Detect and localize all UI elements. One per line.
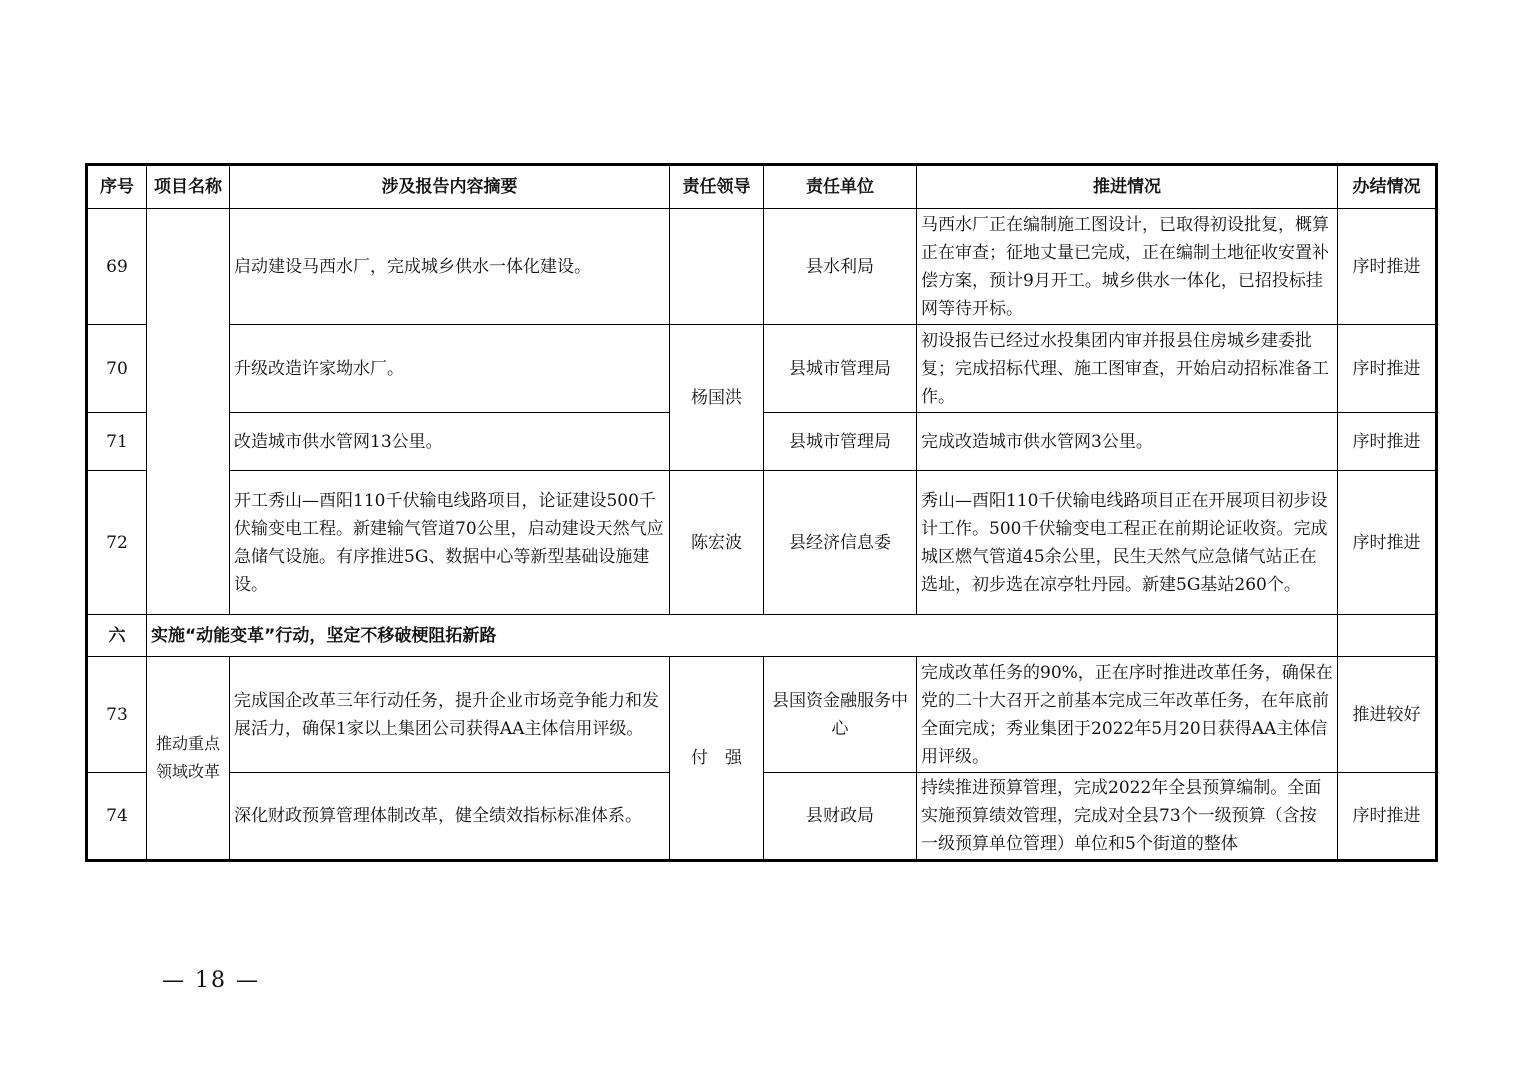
section-row: [87, 615, 1437, 657]
row-no: 72: [87, 471, 147, 615]
section-status-blank: [1338, 615, 1437, 657]
header-leader: 责任领导: [670, 165, 764, 209]
header-status: 办结情况: [1338, 165, 1437, 209]
row-leader-blank: [670, 209, 764, 325]
row-progress: 马西水厂正在编制施工图设计，已取得初设批复，概算正在审查；征地丈量已完成，正在编制土地征收安置补偿方案，预计9月开工。城乡供水一体化，已招投标挂网等待开标。: [917, 209, 1338, 325]
page-number: — 18 —: [162, 968, 260, 993]
header-unit: 责任单位: [764, 165, 917, 209]
table-row: [87, 325, 1437, 413]
row-summary: 启动建设马西水厂，完成城乡供水一体化建设。: [230, 209, 670, 325]
table-row: [87, 471, 1437, 615]
row-unit: 县国资金融服务中心: [764, 657, 917, 773]
row-unit: 县经济信息委: [764, 471, 917, 615]
row-unit: 县水利局: [764, 209, 917, 325]
row-summary: 深化财政预算管理体制改革，健全绩效指标标准体系。: [230, 773, 670, 861]
row-summary: 升级改造许家坳水厂。: [230, 325, 670, 413]
row-status: 推进较好: [1338, 657, 1437, 773]
row-summary: 改造城市供水管网13公里。: [230, 413, 670, 471]
table-header-row: [87, 165, 1437, 209]
row-leader: 陈宏波: [670, 471, 764, 615]
header-progress: 推进情况: [917, 165, 1338, 209]
row-status: 序时推进: [1338, 773, 1437, 861]
row-unit: 县城市管理局: [764, 413, 917, 471]
row-unit: 县财政局: [764, 773, 917, 861]
header-summary: 涉及报告内容摘要: [230, 165, 670, 209]
row-leader: 杨国洪: [670, 325, 764, 471]
project-progress-table: [85, 163, 1438, 862]
row-progress: 持续推进预算管理，完成2022年全县预算编制。全面实施预算绩效管理，完成对全县73个一级预算（含按一级预算单位管理）单位和5个街道的整体: [917, 773, 1338, 861]
row-status: 序时推进: [1338, 413, 1437, 471]
row-summary: 完成国企改革三年行动任务，提升企业市场竞争能力和发展活力，确保1家以上集团公司获得AA主体信用评级。: [230, 657, 670, 773]
project-name: 推动重点领域改革: [147, 657, 230, 861]
section-no: 六: [87, 615, 147, 657]
row-status: 序时推进: [1338, 209, 1437, 325]
row-progress: 完成改造城市供水管网3公里。: [917, 413, 1338, 471]
row-progress: 秀山—酉阳110千伏输电线路项目正在开展项目初步设计工作。500千伏输变电工程正在前期论证收资。完成城区燃气管道45余公里，民生天然气应急储气站正在选址，初步选在凉亭牡丹园。新建5G基站260个。: [917, 471, 1338, 615]
project-name-blank: [147, 209, 230, 615]
row-no: 73: [87, 657, 147, 773]
row-summary: 开工秀山—酉阳110千伏输电线路项目，论证建设500千伏输变电工程。新建输气管道70公里，启动建设天然气应急储气设施。有序推进5G、数据中心等新型基础设施建设。: [230, 471, 670, 615]
row-status: 序时推进: [1338, 325, 1437, 413]
row-leader: 付 强: [670, 657, 764, 861]
section-title: 实施“动能变革”行动，坚定不移破梗阻拓新路: [147, 615, 1338, 657]
row-progress: 完成改革任务的90%，正在序时推进改革任务，确保在党的二十大召开之前基本完成三年改革任务，在年底前全面完成；秀业集团于2022年5月20日获得AA主体信用评级。: [917, 657, 1338, 773]
table-row: [87, 209, 1437, 325]
row-status: 序时推进: [1338, 471, 1437, 615]
table-row: [87, 657, 1437, 773]
row-progress: 初设报告已经过水投集团内审并报县住房城乡建委批复；完成招标代理、施工图审查，开始启动招标准备工作。: [917, 325, 1338, 413]
header-no: 序号: [87, 165, 147, 209]
row-no: 69: [87, 209, 147, 325]
row-no: 74: [87, 773, 147, 861]
row-no: 71: [87, 413, 147, 471]
row-no: 70: [87, 325, 147, 413]
header-project: 项目名称: [147, 165, 230, 209]
row-unit: 县城市管理局: [764, 325, 917, 413]
